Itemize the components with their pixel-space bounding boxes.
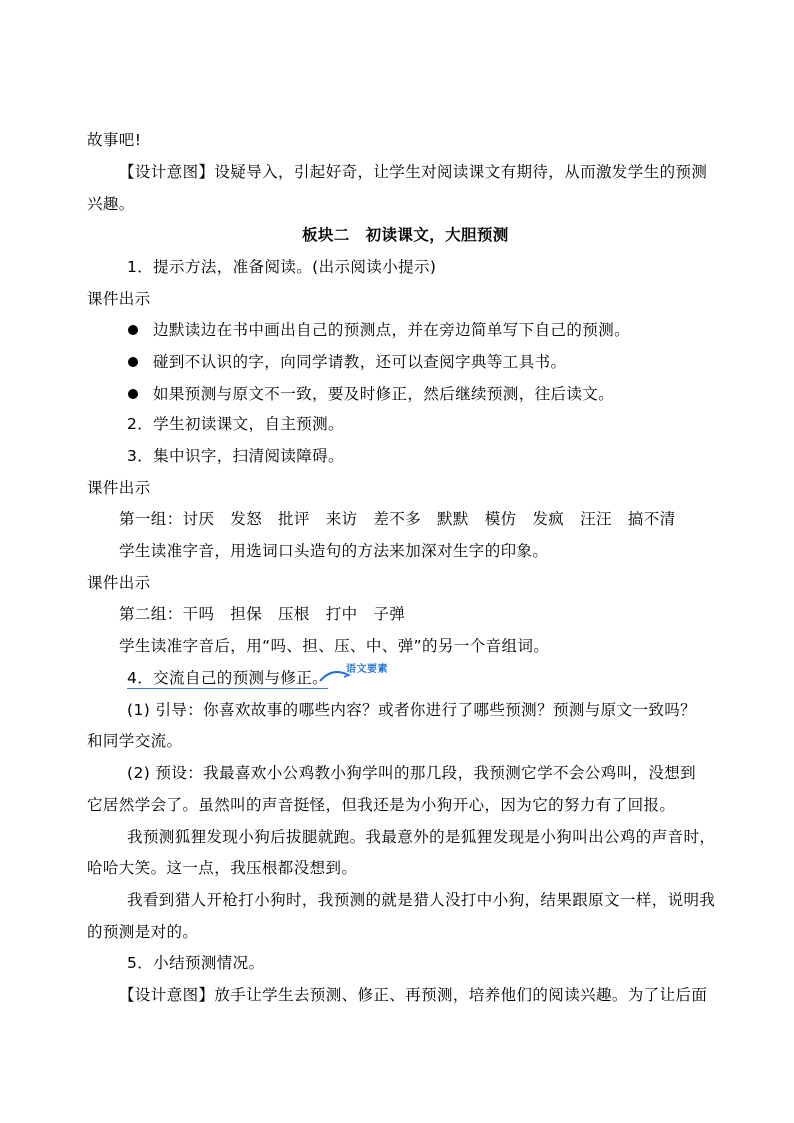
step-item: 1．提示方法，准备阅读。(出示阅读小提示) <box>127 258 437 276</box>
text-line: 我看到猎人开枪打小狗时，我预测的就是猎人没打中小狗，结果跟原文一样，说明我 <box>127 891 716 909</box>
step-item: 5．小结预测情况。 <box>127 954 265 972</box>
text-line: 它居然学会了。虽然叫的声音挺怪，但我还是为小狗开心，因为它的努力有了回报。 <box>87 796 676 814</box>
courseware-label: 课件出示 <box>87 479 151 497</box>
section-heading: 板块二 初读课文，大胆预测 <box>302 226 509 244</box>
text-line: (1) 引导：你喜欢故事的哪些内容？或者你进行了哪些预测？预测与原文一致吗？ <box>127 701 697 719</box>
courseware-label: 课件出示 <box>87 574 151 592</box>
text-line: 兴趣。 <box>87 195 135 213</box>
step-item: 3．集中识字，扫清阅读障碍。 <box>127 447 344 465</box>
language-element-stamp: 语文要素 <box>346 664 388 675</box>
text-line: 和同学交流。 <box>87 732 183 750</box>
text-line: 哈哈大笑。这一点，我压根都没想到。 <box>87 859 358 877</box>
text-line: 学生读准字音，用选词口头造句的方法来加深对生字的印象。 <box>119 542 549 560</box>
design-intent-paragraph: 【设计意图】放手让学生去预测、修正、再预测，培养他们的阅读兴趣。为了让后面 <box>119 986 708 1004</box>
underlined-text: 4．交流自己的预测与修正。 <box>127 669 329 687</box>
step-item <box>127 668 328 688</box>
design-intent-paragraph: 【设计意图】设疑导入，引起好奇，让学生对阅读课文有期待，从而激发学生的预测 <box>119 163 708 181</box>
bullet-item: 如果预测与原文不一致，要及时修正，然后继续预测，往后读文。 <box>153 385 615 403</box>
text-line: 学生读准字音后，用“吗、担、压、中、弹”的另一个音组词。 <box>119 637 550 655</box>
bullet-icon <box>128 389 138 399</box>
bullet-icon <box>128 357 138 367</box>
text-line: 我预测狐狸发现小狗后拔腿就跑。我最意外的是狐狸发现是小狗叫出公鸡的声音时， <box>127 828 716 846</box>
bullet-item: 边默读边在书中画出自己的预测点，并在旁边简单写下自己的预测。 <box>153 321 631 339</box>
vocab-group-1: 第一组：讨厌 发怒 批评 来访 差不多 默默 模仿 发疯 汪汪 搞不清 <box>119 510 676 528</box>
courseware-label: 课件出示 <box>87 290 151 308</box>
text-line: (2) 预设：我最喜欢小公鸡教小狗学叫的那几段，我预测它学不会公鸡叫，没想到 <box>127 764 697 782</box>
bullet-item: 碰到不认识的字，向同学请教，还可以查阅字典等工具书。 <box>153 353 567 371</box>
text-line: 的预测是对的。 <box>87 923 199 941</box>
text-line: 故事吧! <box>87 131 142 149</box>
bullet-icon <box>128 325 138 335</box>
step-item: 2．学生初读课文，自主预测。 <box>127 415 344 433</box>
vocab-group-2: 第二组：干吗 担保 压根 打中 子弹 <box>119 605 406 623</box>
